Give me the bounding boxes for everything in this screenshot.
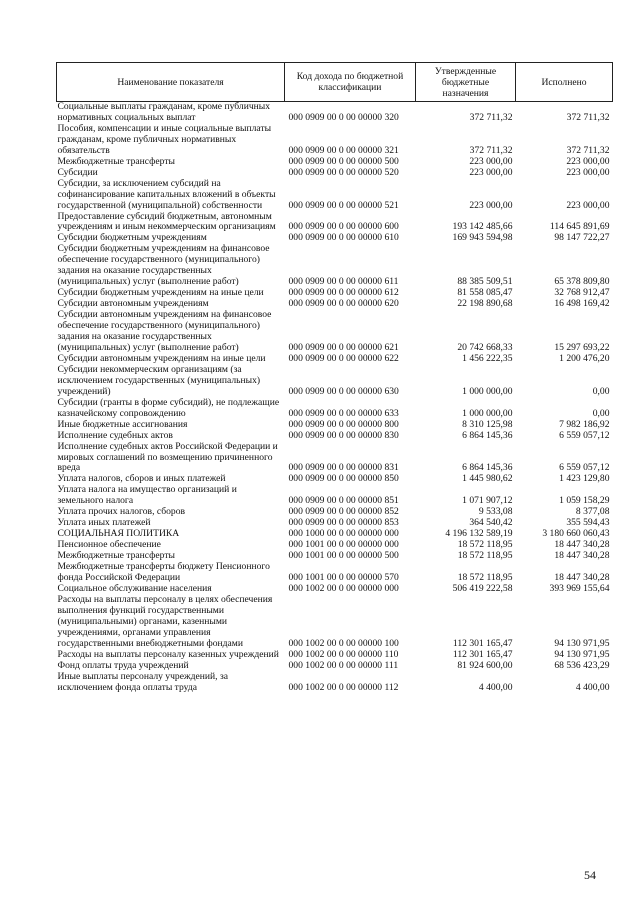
row-done: 6 559 057,12: [559, 430, 610, 441]
row-approved: 8 310 125,98: [462, 419, 513, 430]
row-name: Расходы на выплаты персоналу казенных учреждений: [57, 649, 279, 660]
table-row: [57, 518, 613, 529]
row-approved: 372 711,32: [469, 144, 513, 156]
row-name: Социальные выплаты гражданам, кроме публичных нормативных социальных выплат: [57, 101, 271, 123]
table-row: [57, 650, 613, 661]
header-name: Наименование показателя: [57, 63, 285, 102]
table-row: [57, 157, 613, 168]
table-row: [57, 562, 613, 584]
row-done: 3 180 660 060,43: [542, 529, 610, 540]
table-row: [57, 212, 613, 234]
row-code: 000 0909 00 0 00 00000 853: [288, 518, 399, 529]
row-name: СОЦИАЛЬНАЯ ПОЛИТИКА: [57, 529, 180, 540]
row-name: Предоставление субсидий бюджетным, автономным учреждениям и иным некоммерческим организациям: [57, 211, 276, 233]
row-code: 000 0909 00 0 00 00000 830: [288, 430, 399, 441]
table-row: [57, 398, 613, 420]
row-approved: 18 572 118,95: [457, 551, 513, 562]
row-code: 000 0909 00 0 00 00000 850: [288, 474, 399, 485]
table-row: [57, 474, 613, 485]
row-approved: 223 000,00: [469, 167, 513, 178]
row-done: 94 130 971,95: [554, 649, 610, 660]
row-name: Субсидии бюджетным учреждениям на иные цели: [57, 288, 264, 299]
header-approved: Утвержденные бюджетные назначения: [416, 63, 516, 102]
header-done: Исполнено: [516, 63, 613, 102]
row-approved: 1 445 980,62: [462, 474, 513, 485]
row-done: 0,00: [592, 385, 610, 397]
table-row: [57, 420, 613, 431]
row-name: Расходы на выплаты персоналу в целях обеспечения выполнения функций государственными (муниципальными) органами, казенными учреждениями, органами управления государственными внебюджетными фондами: [57, 594, 273, 649]
header-code: Код дохода по бюджетной классификации: [285, 63, 416, 102]
row-name: Исполнение судебных актов Российской Федерации и мировых соглашений по возмещению причиненного вреда: [57, 441, 278, 474]
table-row: [57, 244, 613, 288]
row-done: 18 447 340,28: [554, 540, 610, 551]
row-done: 32 768 912,47: [554, 288, 610, 299]
row-code: 000 0909 00 0 00 00000 500: [288, 156, 399, 167]
table-row: [57, 584, 613, 595]
row-approved: 22 198 890,68: [457, 299, 513, 310]
row-name: Межбюджетные трансферты: [57, 551, 175, 562]
row-approved: 4 196 132 589,19: [445, 529, 513, 540]
row-approved: 18 572 118,95: [457, 571, 513, 583]
row-code: 000 0909 00 0 00 00000 630: [288, 385, 399, 397]
row-name: Уплата налога на имущество организаций и земельного налога: [57, 485, 237, 507]
row-name: Субсидии бюджетным учреждениям на финансовое обеспечение государственного (муниципального) задания на оказание государственных (муниципальных) услуг (выполнение работ): [57, 244, 270, 288]
table-row: [57, 672, 613, 694]
table-row: [57, 485, 613, 507]
row-done: 7 982 186,92: [559, 419, 610, 430]
row-approved: 364 540,42: [469, 518, 513, 529]
row-code: 000 1002 00 0 00 00000 100: [288, 637, 399, 649]
row-name: Уплата налогов, сборов и иных платежей: [57, 474, 226, 485]
row-name: Социальное обслуживание населения: [57, 583, 212, 594]
row-name: Уплата иных платежей: [57, 518, 151, 529]
row-done: 94 130 971,95: [554, 637, 610, 649]
row-name: Субсидии бюджетным учреждениям: [57, 233, 207, 244]
table-row: [57, 233, 613, 244]
row-name: Фонд оплаты труда учреждений: [57, 660, 189, 671]
row-done: 18 447 340,28: [554, 571, 610, 583]
row-code: 000 0909 00 0 00 00000 620: [288, 299, 399, 310]
row-done: 4 400,00: [575, 681, 610, 693]
table-row: [57, 365, 613, 398]
row-name: Субсидии: [57, 167, 98, 178]
table-row: [57, 507, 613, 518]
row-name: Субсидии (гранты в форме субсидий), не подлежащие казначейскому сопровождению: [57, 397, 280, 419]
row-approved: 1 000 000,00: [462, 407, 513, 419]
row-done: 68 536 423,29: [554, 660, 610, 671]
row-name: Иные бюджетные ассигнования: [57, 419, 188, 430]
row-done: 15 297 693,22: [554, 341, 610, 353]
row-approved: 112 301 165,47: [452, 649, 513, 660]
row-done: 6 559 057,12: [559, 462, 610, 474]
row-code: 000 1002 00 0 00 00000 000: [288, 583, 399, 594]
row-code: 000 1000 00 0 00 00000 000: [288, 529, 399, 540]
row-name: Субсидии автономным учреждениям: [57, 299, 209, 310]
table-row: [57, 551, 613, 562]
table-row: [57, 299, 613, 310]
row-code: 000 0909 00 0 00 00000 831: [288, 462, 399, 474]
row-approved: 223 000,00: [469, 199, 513, 211]
row-name: Пенсионное обеспечение: [57, 540, 161, 551]
row-name: Межбюджетные трансферты: [57, 156, 175, 167]
row-done: 223 000,00: [566, 156, 610, 167]
row-code: 000 0909 00 0 00 00000 621: [288, 341, 399, 353]
row-done: 393 969 155,64: [549, 583, 610, 594]
table-row: [57, 661, 613, 672]
row-approved: 1 071 907,12: [462, 495, 513, 507]
row-done: 98 147 722,27: [554, 233, 610, 244]
table-row: [57, 168, 613, 179]
row-code: 000 0909 00 0 00 00000 610: [288, 233, 399, 244]
row-done: 114 645 891,69: [549, 221, 610, 233]
row-approved: 81 924 600,00: [457, 660, 513, 671]
row-approved: 4 400,00: [478, 681, 513, 693]
row-done: 65 378 809,80: [554, 276, 610, 288]
row-code: 000 0909 00 0 00 00000 622: [288, 353, 399, 364]
row-approved: 88 385 509,51: [457, 276, 513, 288]
row-code: 000 0909 00 0 00 00000 321: [288, 144, 399, 156]
page-number: 54: [584, 868, 596, 882]
table-row: [57, 431, 613, 442]
row-approved: 223 000,00: [469, 156, 513, 167]
table-row: [57, 310, 613, 354]
table-body: [57, 102, 613, 694]
row-done: 223 000,00: [566, 199, 610, 211]
row-done: 8 377,08: [575, 507, 610, 518]
table-row: [57, 124, 613, 157]
row-approved: 372 711,32: [469, 111, 513, 123]
row-done: 1 059 158,29: [559, 495, 610, 507]
row-name: Субсидии некоммерческим организациям (за исключением государственных (муниципальных) учреждений): [57, 364, 261, 397]
row-done: 16 498 169,42: [554, 299, 610, 310]
row-done: 223 000,00: [566, 167, 610, 178]
row-approved: 9 533,08: [478, 507, 513, 518]
row-approved: 18 572 118,95: [457, 540, 513, 551]
row-code: 000 0909 00 0 00 00000 611: [288, 276, 399, 288]
budget-table: [56, 62, 613, 693]
row-approved: 193 142 485,66: [452, 221, 513, 233]
row-code: 000 1001 00 0 00 00000 570: [288, 571, 399, 583]
row-approved: 1 000 000,00: [462, 385, 513, 397]
row-done: 1 200 476,20: [559, 353, 610, 364]
row-done: 18 447 340,28: [554, 551, 610, 562]
row-code: 000 1002 00 0 00 00000 111: [288, 660, 399, 671]
row-approved: 81 558 085,47: [457, 288, 513, 299]
row-code: 000 0909 00 0 00 00000 520: [288, 167, 399, 178]
row-code: 000 1002 00 0 00 00000 110: [288, 649, 399, 660]
row-code: 000 0909 00 0 00 00000 600: [288, 221, 399, 233]
row-approved: 6 864 145,36: [462, 462, 513, 474]
row-approved: 6 864 145,36: [462, 430, 513, 441]
row-done: 355 594,43: [566, 518, 610, 529]
row-done: 372 711,32: [566, 144, 610, 156]
row-name: Иные выплаты персоналу учреждений, за исключением фонда оплаты труда: [57, 671, 229, 693]
row-code: 000 0909 00 0 00 00000 800: [288, 419, 399, 430]
table-row: [57, 529, 613, 540]
row-done: 372 711,32: [566, 111, 610, 123]
row-name: Субсидии автономным учреждениям на иные цели: [57, 353, 266, 364]
row-name: Пособия, компенсации и иные социальные выплаты гражданам, кроме публичных нормативных обязательств: [57, 123, 272, 156]
row-approved: 169 943 594,98: [452, 233, 513, 244]
table-row: [57, 102, 613, 124]
row-code: 000 1002 00 0 00 00000 112: [288, 681, 399, 693]
row-code: 000 0909 00 0 00 00000 521: [288, 199, 399, 211]
table-row: [57, 540, 613, 551]
table-row: [57, 354, 613, 365]
row-done: 1 423 129,80: [559, 474, 610, 485]
row-code: 000 0909 00 0 00 00000 320: [288, 111, 399, 123]
row-done: 0,00: [592, 407, 610, 419]
table-row: [57, 179, 613, 212]
row-approved: 1 456 222,35: [462, 353, 513, 364]
row-name: Уплата прочих налогов, сборов: [57, 507, 186, 518]
row-name: Субсидии автономным учреждениям на финансовое обеспечение государственного (муниципального) задания на оказание государственных (муниципальных) услуг (выполнение работ): [57, 310, 272, 353]
row-code: 000 0909 00 0 00 00000 852: [288, 507, 399, 518]
row-name: Субсидии, за исключением субсидий на софинансирование капитальных вложений в объекты государственной (муниципальной) собственности: [57, 178, 276, 211]
table-row: [57, 442, 613, 475]
row-code: 000 0909 00 0 00 00000 633: [288, 407, 399, 419]
row-approved: 506 419 222,58: [452, 583, 513, 594]
row-code: 000 1001 00 0 00 00000 500: [288, 551, 399, 562]
row-approved: 112 301 165,47: [452, 637, 513, 649]
table-header-row: [57, 63, 613, 102]
table-row: [57, 288, 613, 299]
row-code: 000 0909 00 0 00 00000 612: [288, 288, 399, 299]
row-name: Исполнение судебных актов: [57, 430, 173, 441]
row-name: Межбюджетные трансферты бюджету Пенсионного фонда Российской Федерации: [57, 562, 270, 583]
row-code: 000 1001 00 0 00 00000 000: [288, 540, 399, 551]
table-row: [57, 595, 613, 650]
report-page: [56, 62, 612, 693]
row-approved: 20 742 668,33: [457, 341, 513, 353]
row-code: 000 0909 00 0 00 00000 851: [288, 495, 399, 507]
